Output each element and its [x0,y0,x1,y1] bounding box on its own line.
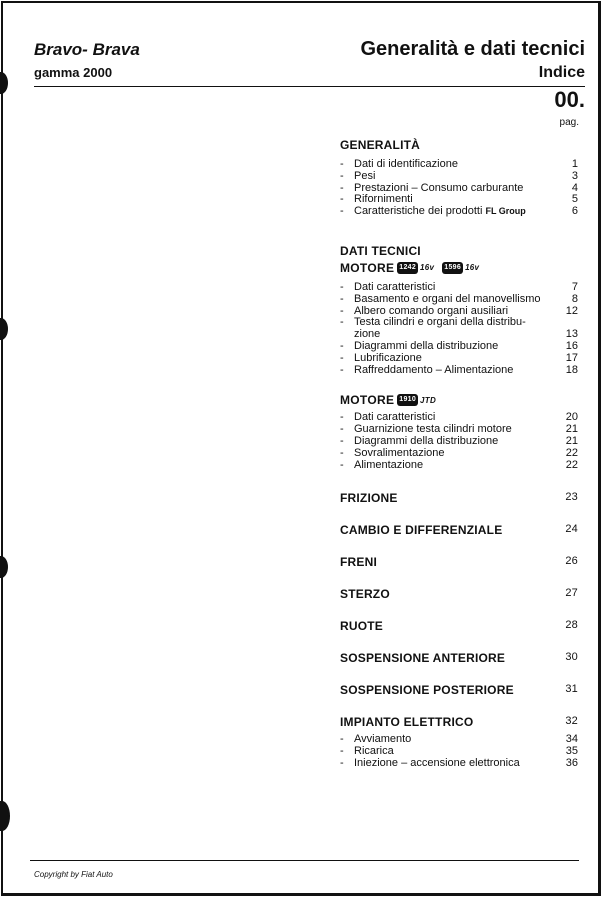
entry-label: Avviamento [354,733,412,746]
entry-label: zione [354,328,381,341]
entry-page: 16 [565,339,578,352]
toc-entry[interactable]: - Dati di identificazione 1 [340,158,578,170]
toc-entry[interactable]: - Iniezione – accensione elettronica 36 [340,756,578,769]
entry-label: Sovralimentazione [354,446,445,459]
entry-page: 34 [565,733,578,746]
section-sterzo[interactable]: STERZO 27 [340,587,578,602]
entry-label: Basamento e organi del manovellismo [354,292,541,305]
page-column-label: pag. [559,117,579,128]
entry-page: 36 [565,756,578,769]
entry-label: Albero comando organi ausiliari [354,304,509,317]
entry-page: 6 [571,205,578,218]
entry-page: 13 [565,328,578,341]
entry-page: 17 [565,351,578,364]
toc-entry[interactable]: - Caratteristiche dei prodotti FL Group 6 [340,205,578,218]
entry-label: Lubrificazione [354,351,422,364]
toc-entry[interactable]: - Dati caratteristici 7 [340,280,578,293]
toc-entry[interactable]: - Albero comando organi ausiliari 12 [340,304,578,317]
entry-label: Pesi [354,169,376,182]
entry-label: Raffreddamento – Alimentazione [354,363,514,376]
entry-page: 35 [565,745,578,758]
entry-page: 22 [565,446,578,459]
entry-label: Diagrammi della distribuzione [354,434,499,447]
generalita-title: GENERALITÀ [340,138,420,152]
entry-label: Caratteristiche dei prodotti [354,205,483,218]
model-title: Bravo- Brava [34,40,140,59]
toc-entry[interactable]: - Alimentazione 22 [340,458,578,471]
toc-entry[interactable]: - Testa cilindri e organi della distribu- [340,317,578,329]
model-subtitle: gamma 2000 [34,65,113,80]
fl-group-logo: FL Group [485,206,526,217]
section-freni[interactable]: FRENI 26 [340,555,578,570]
entry-page: 18 [565,363,578,376]
entry-label: Alimentazione [354,458,424,471]
entry-label: Rifornimenti [354,193,413,206]
toc-entry[interactable]: - Ricarica 35 [340,745,578,758]
entry-page: 3 [571,169,578,182]
index-label: Indice [538,64,585,81]
entry-page: 5 [571,193,578,206]
toc-entry[interactable]: - Basamento e organi del manovellismo 8 [340,292,578,305]
entry-page: 21 [565,423,578,436]
toc-entry[interactable]: - Dati caratteristici 20 [340,411,578,424]
footer-divider [30,860,579,861]
table-of-contents [340,138,578,770]
entry-label: Ricarica [354,745,394,758]
entry-label: Prestazioni – Consumo carburante [354,181,524,194]
header-divider [34,86,585,87]
toc-entry[interactable]: - Diagrammi della distribuzione 16 [340,339,578,352]
entry-page: 7 [571,280,578,293]
entry-page: 1 [571,158,578,170]
section-cambio[interactable]: CAMBIO E DIFFERENZIALE 24 [340,523,578,538]
toc-entry[interactable]: - Prestazioni – Consumo carburante 4 [340,181,578,194]
entry-label: Diagrammi della distribuzione [354,339,499,352]
entry-page: 21 [565,434,578,447]
toc-entry[interactable]: - Sovralimentazione 22 [340,446,578,459]
entry-page: 20 [565,411,578,424]
toc-entry[interactable]: - Pesi 3 [340,169,578,182]
toc-entry[interactable]: - Diagrammi della distribuzione 21 [340,434,578,447]
toc-entry[interactable]: - Guarnizione testa cilindri motore 21 [340,423,578,436]
toc-entry[interactable]: - Avviamento 34 [340,733,578,746]
entry-page: 22 [565,458,578,471]
engine-badge-icon: 1242 16v [399,263,435,273]
section-code: 00. [554,87,585,112]
entry-label: Dati di identificazione [354,158,458,170]
toc-entry[interactable]: - Lubrificazione 17 [340,351,578,364]
section-frizione[interactable]: FRIZIONE 23 [340,491,578,506]
entry-label: Testa cilindri e organi della distribu- [354,316,526,329]
entry-label: Iniezione – accensione elettronica [354,756,520,769]
motore-jtd-heading: MOTORE 1910 JTD [340,393,437,408]
entry-page: 8 [571,292,578,305]
toc-entry[interactable]: - Rifornimenti 5 [340,193,578,206]
section-sosp-posteriore[interactable]: SOSPENSIONE POSTERIORE 31 [340,683,578,698]
entry-label: Guarnizione testa cilindri motore [354,423,512,436]
entry-page: 12 [565,304,578,317]
engine-badge-icon: 1910 JTD [399,395,437,405]
entry-label: Dati caratteristici [354,280,436,293]
section-ruote[interactable]: RUOTE 28 [340,619,578,634]
copyright-text: Copyright by Fiat Auto [34,870,113,879]
motore-heading: MOTORE 1242 16v 1596 16v [340,260,480,275]
toc-entry[interactable]: - Raffreddamento – Alimentazione 18 [340,363,578,376]
entry-label: Dati caratteristici [354,411,436,424]
section-impianto-elettrico[interactable]: IMPIANTO ELETTRICO 32 [340,715,578,730]
section-sosp-anteriore[interactable]: SOSPENSIONE ANTERIORE 30 [340,651,578,666]
engine-badge-icon: 1596 16v [444,263,480,273]
section-title: Generalità e dati tecnici [360,38,585,60]
dati-tecnici-title: DATI TECNICI [340,243,421,258]
entry-page: 4 [571,181,578,194]
